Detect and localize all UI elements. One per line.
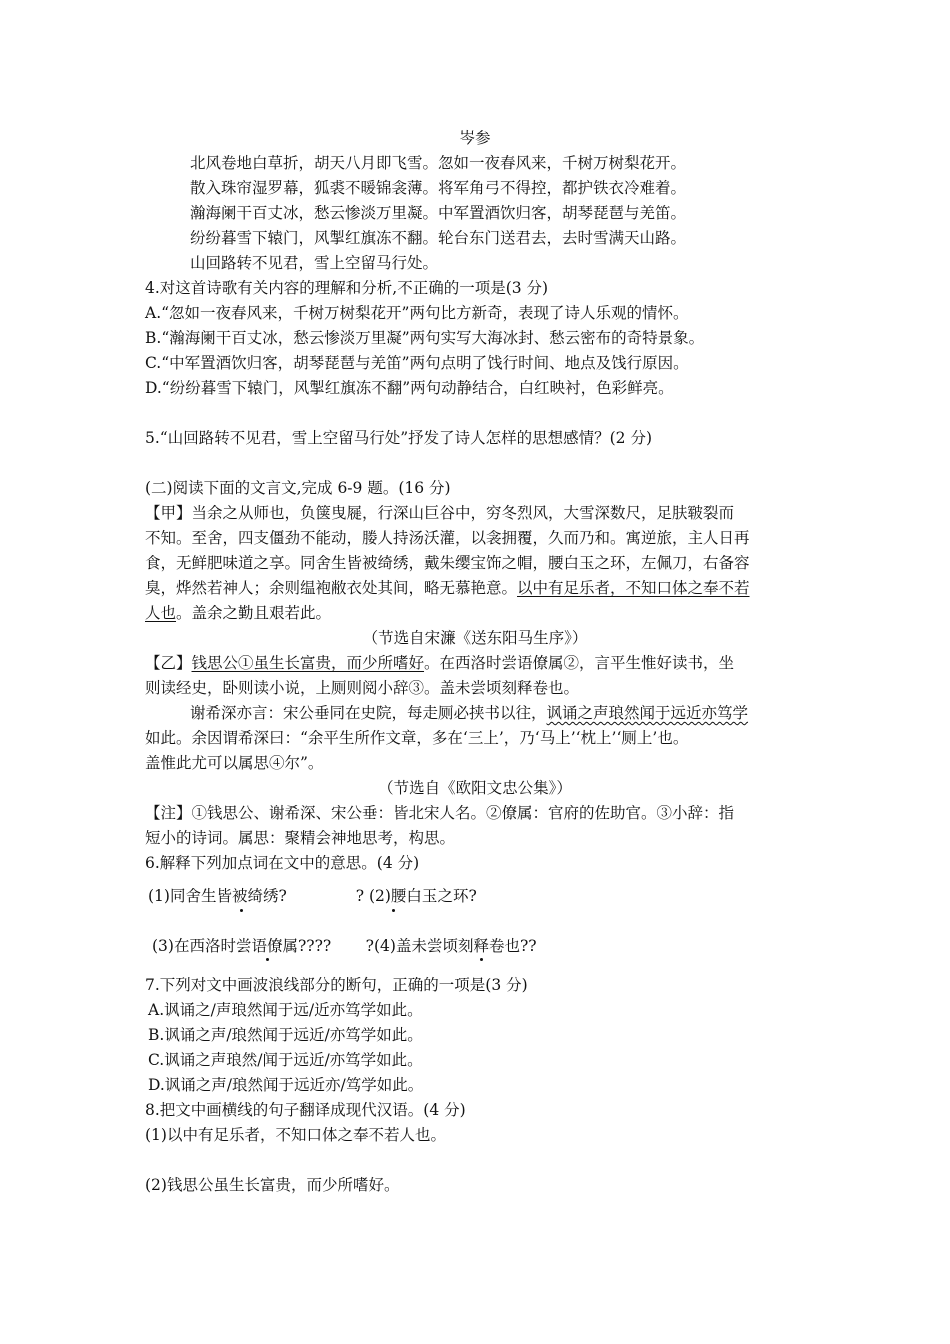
passage-yi-source: （节选自《欧阳文忠公集》） xyxy=(378,779,572,797)
emphasis-dot xyxy=(392,909,395,912)
emphasis-dot xyxy=(480,958,483,961)
underlined-sentence-2: 钱思公①虽生长富贵，而少所嗜好 xyxy=(191,654,425,672)
passage-label: 【乙】 xyxy=(145,654,192,672)
question-7-stem: 7.下列对文中画波浪线部分的断句，正确的一项是(3 分) xyxy=(145,976,528,994)
question-6-row-1: (1)同舍生皆被绮绣? ? (2)腰白玉之环? xyxy=(148,887,477,905)
notes-line: 短小的诗词。属思：聚精会神地思考，构思。 xyxy=(145,829,456,847)
emphasis-dot xyxy=(266,958,269,961)
passage-jia-source: （节选自宋濂《送东阳马生序》） xyxy=(362,629,588,647)
passage-text: 。在西洛时尝语僚属②，言平生惟好读书，坐 xyxy=(424,654,735,672)
question-4-stem: 4.对这首诗歌有关内容的理解和分析,不正确的一项是(3 分) xyxy=(145,279,549,297)
wavy-underlined-text: 讽诵之声琅然闻于远近亦笃学 xyxy=(546,704,749,722)
passage-jia-line: 不知。至舍，四支僵劲不能动，媵人持汤沃灌，以衾拥覆，久而乃和。寓逆旅，主人日再 xyxy=(145,529,750,547)
passage-text: 谢希深亦言：宋公垂同在史院，每走厕必挟书以往， xyxy=(190,704,547,722)
poem-author: 岑参 xyxy=(459,129,491,147)
passage-text: 。盖余之勤且艰若此。 xyxy=(176,604,332,622)
passage-yi-line xyxy=(190,702,748,724)
question-6-stem: 6.解释下列加点词在文中的意思。(4 分) xyxy=(145,854,420,872)
section-2-heading: (二)阅读下面的文言文,完成 6-9 题。(16 分) xyxy=(145,479,451,497)
question-4-option-d: D.“纷纷暮雪下辕门，风掣红旗冻不翻”两句动静结合，白红映衬，色彩鲜亮。 xyxy=(145,379,674,397)
underlined-sentence-1-end: 人也 xyxy=(145,604,177,622)
passage-text: 臭，烨然若神人；余则缊袍敝衣处其间，略无慕艳意。 xyxy=(145,579,518,597)
poem-line: 纷纷暮雪下辕门，风掣红旗冻不翻。轮台东门送君去，去时雪满天山路。 xyxy=(190,229,687,247)
question-5-stem: 5.“山回路转不见君，雪上空留马行处”抒发了诗人怎样的思想感情？(2 分) xyxy=(145,429,653,447)
question-8-sentence-1: (1)以中有足乐者，不知口体之奉不若人也。 xyxy=(145,1126,446,1144)
question-4-option-c: C.“中军置酒饮归客，胡琴琵琶与羌笛”两句点明了饯行时间、地点及饯行原因。 xyxy=(145,354,689,372)
question-4-option-a: A.“忽如一夜春风来，千树万树梨花开”两句比方新奇，表现了诗人乐观的情怀。 xyxy=(145,304,689,322)
poem-line: 北风卷地白草折，胡天八月即飞雪。忽如一夜春风来，千树万树梨花开。 xyxy=(190,154,687,172)
question-6-row-2: (3)在西洛时尝语僚属???? ?(4)盖未尝顷刻释卷也?? xyxy=(152,937,537,955)
passage-yi-line: 则读经史，卧则读小说，上厕则阅小辞③。盖未尝顷刻释卷也。 xyxy=(145,679,580,697)
passage-yi-line: 如此。余因谓希深曰：“余平生所作文章，多在‘三上’，乃‘马上’‘枕上’‘厕上’也。 xyxy=(145,729,689,747)
underlined-sentence-1: 以中有足乐者，不知口体之奉不若 xyxy=(517,579,750,597)
question-8-stem: 8.把文中画横线的句子翻译成现代汉语。(4 分) xyxy=(145,1101,466,1119)
question-8-sentence-2: (2)钱思公虽生长富贵，而少所嗜好。 xyxy=(145,1176,400,1194)
passage-jia-line: 食，无鲜肥味道之享。同舍生皆被绮绣，戴朱缨宝饰之帽，腰白玉之环，左佩刀，右备容 xyxy=(145,554,750,572)
poem-line: 山回路转不见君，雪上空留马行处。 xyxy=(190,254,439,272)
passage-yi-line xyxy=(145,652,734,674)
question-7-option-b: B.讽诵之声/琅然闻于远近/亦笃学如此。 xyxy=(148,1026,423,1044)
poem-line: 瀚海阑干百丈冰，愁云惨淡万里凝。中军置酒饮归客，胡琴琵琶与羌笛。 xyxy=(190,204,687,222)
passage-jia-line xyxy=(145,577,750,599)
question-4-option-b: B.“瀚海阑干百丈冰，愁云惨淡万里凝”两句实写大海冰封、愁云密布的奇特景象。 xyxy=(145,329,705,347)
notes-line: 【注】①钱思公、谢希深、宋公垂：皆北宋人名。②僚属：官府的佐助官。③小辞：指 xyxy=(145,804,735,822)
question-7-option-c: C.讽诵之声琅然/闻于远近/亦笃学如此。 xyxy=(148,1051,423,1069)
emphasis-dot xyxy=(240,909,243,912)
passage-jia-line: 【甲】当余之从师也，负箧曳屣，行深山巨谷中，穷冬烈风，大雪深数尺，足肤皲裂而 xyxy=(145,504,735,522)
question-7-option-a: A.讽诵之/声琅然闻于远/近亦笃学如此。 xyxy=(148,1001,423,1019)
question-7-option-d: D.讽诵之声/琅然闻于远近亦/笃学如此。 xyxy=(148,1076,424,1094)
passage-yi-line: 盖惟此尤可以属思④尔”。 xyxy=(145,754,324,772)
passage-jia-line xyxy=(145,602,331,624)
poem-line: 散入珠帘湿罗幕，狐裘不暖锦衾薄。将军角弓不得控，都护铁衣冷难着。 xyxy=(190,179,687,197)
